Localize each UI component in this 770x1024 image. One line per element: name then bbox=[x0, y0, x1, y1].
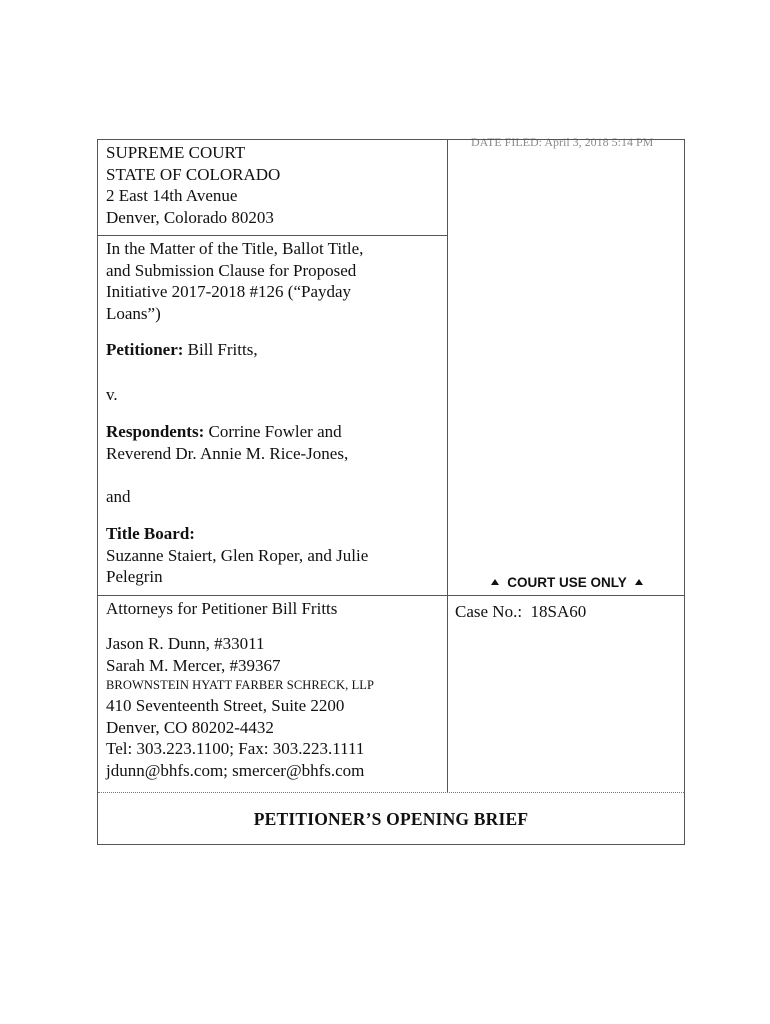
respondents-names-continued: Reverend Dr. Annie M. Rice-Jones, bbox=[106, 443, 349, 463]
title-board-members-continued: Pelegrin bbox=[106, 567, 163, 586]
firm-address: 410 Seventeenth Street, Suite 2200 bbox=[106, 696, 345, 715]
court-state: STATE OF COLORADO bbox=[106, 164, 281, 184]
court-name: SUPREME COURT bbox=[106, 143, 246, 162]
column-divider bbox=[447, 140, 448, 792]
court-block bbox=[106, 142, 280, 228]
title-board-block bbox=[106, 523, 368, 588]
court-city: Denver, Colorado 80203 bbox=[106, 207, 274, 227]
case-number bbox=[455, 601, 586, 623]
date-filed-stamp: DATE FILED: April 3, 2018 5:14 PM bbox=[471, 135, 654, 149]
title-board-label: Title Board: bbox=[106, 524, 195, 543]
attorneys-heading: Attorneys for Petitioner Bill Fritts bbox=[106, 599, 338, 618]
attorneys-block bbox=[106, 633, 374, 781]
respondents-label: Respondents: bbox=[106, 422, 205, 441]
matter-block bbox=[106, 238, 363, 324]
matter-line: In the Matter of the Title, Ballot Title, bbox=[106, 239, 364, 258]
attorney-name: Jason R. Dunn, #33011 bbox=[106, 634, 265, 653]
matter-line: Initiative 2017-2018 #126 (“Payday bbox=[106, 282, 352, 301]
attorney-name: Sarah M. Mercer, #39367 bbox=[106, 655, 281, 675]
document-title: PETITIONER’S OPENING BRIEF bbox=[253, 809, 529, 829]
matter-line: Loans”) bbox=[106, 303, 161, 323]
triangle-up-icon bbox=[491, 579, 499, 585]
attorneys-row-divider bbox=[98, 595, 684, 596]
court-address-divider bbox=[98, 235, 448, 236]
matter-line: and Submission Clause for Proposed bbox=[106, 260, 357, 280]
petitioner-label: Petitioner: bbox=[106, 340, 184, 359]
court-use-only-label bbox=[449, 574, 685, 592]
petitioner-line bbox=[106, 339, 258, 361]
respondents-names: Corrine Fowler and bbox=[204, 422, 342, 441]
conjunction-line: and bbox=[106, 487, 131, 506]
title-board-members: Suzanne Staiert, Glen Roper, and Julie bbox=[106, 545, 369, 565]
court-use-only-text: COURT USE ONLY bbox=[507, 575, 627, 590]
respondents-block bbox=[106, 421, 348, 464]
firm-phone: Tel: 303.223.1100; Fax: 303.223.1111 bbox=[106, 739, 365, 758]
case-number-value: 18SA60 bbox=[530, 602, 587, 621]
case-number-label: Case No.: bbox=[455, 602, 523, 621]
court-street: 2 East 14th Avenue bbox=[106, 186, 238, 205]
versus-line: v. bbox=[106, 385, 118, 404]
firm-city: Denver, CO 80202-4432 bbox=[106, 717, 274, 737]
petitioner-name: Bill Fritts, bbox=[183, 340, 258, 359]
title-row-divider bbox=[98, 792, 684, 793]
firm-email: jdunn@bhfs.com; smercer@bhfs.com bbox=[106, 760, 365, 780]
firm-name: BROWNSTEIN HYATT FARBER SCHRECK, LLP bbox=[106, 678, 375, 692]
triangle-up-icon bbox=[635, 579, 643, 585]
